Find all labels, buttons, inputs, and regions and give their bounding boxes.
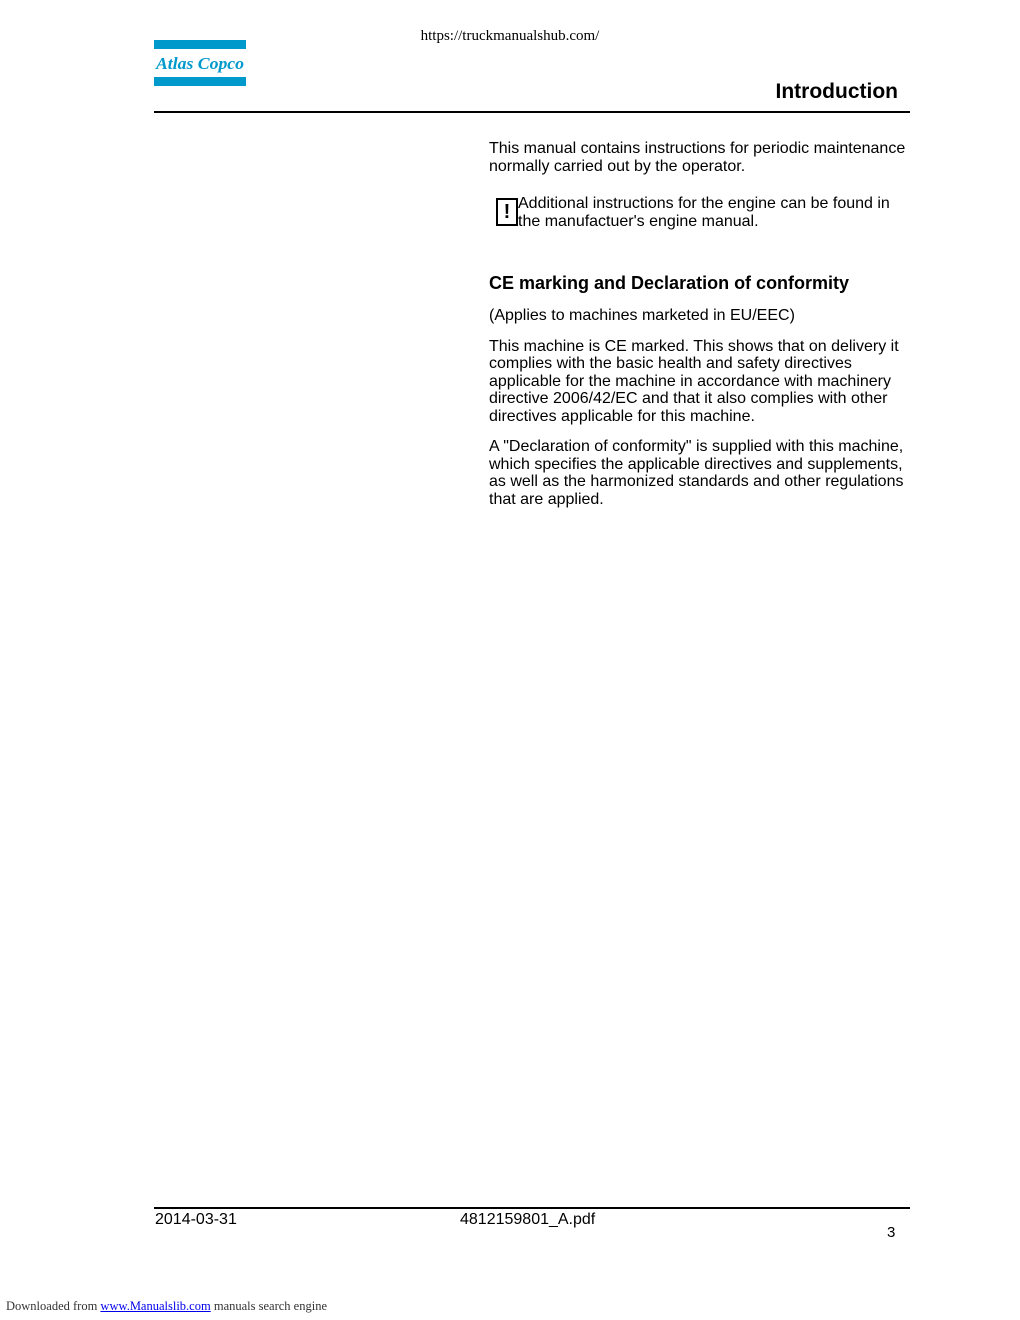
download-suffix: manuals search engine — [213, 1299, 327, 1313]
main-content — [489, 140, 914, 521]
page-title: Introduction — [775, 80, 898, 103]
exclamation-icon: ! — [496, 198, 518, 226]
engine-note — [489, 195, 914, 231]
atlas-copco-logo — [154, 40, 246, 86]
footer-divider — [154, 1207, 910, 1209]
applies-text: (Applies to machines marketed in EU/EEC) — [489, 307, 795, 324]
ce-heading: CE marking and Declaration of conformity — [489, 273, 850, 293]
note-text: Additional instructions for the engine can be found in the manufactuer's engine manual. — [518, 195, 890, 230]
declaration-paragraph: A "Declaration of conformity" is supplied with this machine, which specifies the applicable directives and supplements, as well as the harmonized standards and other regulations that are applied. — [489, 438, 904, 508]
download-prefix: Downloaded from — [6, 1299, 98, 1313]
svg-text:Atlas Copco: Atlas Copco — [154, 54, 244, 73]
footer-filename: 4812159801_A.pdf — [460, 1211, 596, 1228]
manualslib-link[interactable]: www.Manualslib.com — [100, 1299, 211, 1313]
intro-paragraph: This manual contains instructions for periodic maintenance normally carried out by the operator. — [489, 140, 906, 175]
header-divider — [154, 111, 910, 113]
ce-paragraph: This machine is CE marked. This shows that on delivery it complies with the basic health and safety directives applicable for the machine in accordance with machinery directive 2006/42/EC and that it also complies with other directives applicable for this machine. — [489, 337, 899, 425]
page-number: 3 — [887, 1224, 896, 1241]
download-notice — [6, 1299, 327, 1314]
footer-date: 2014-03-31 — [155, 1211, 237, 1228]
source-url: https://truckmanualshub.com/ — [420, 28, 600, 44]
